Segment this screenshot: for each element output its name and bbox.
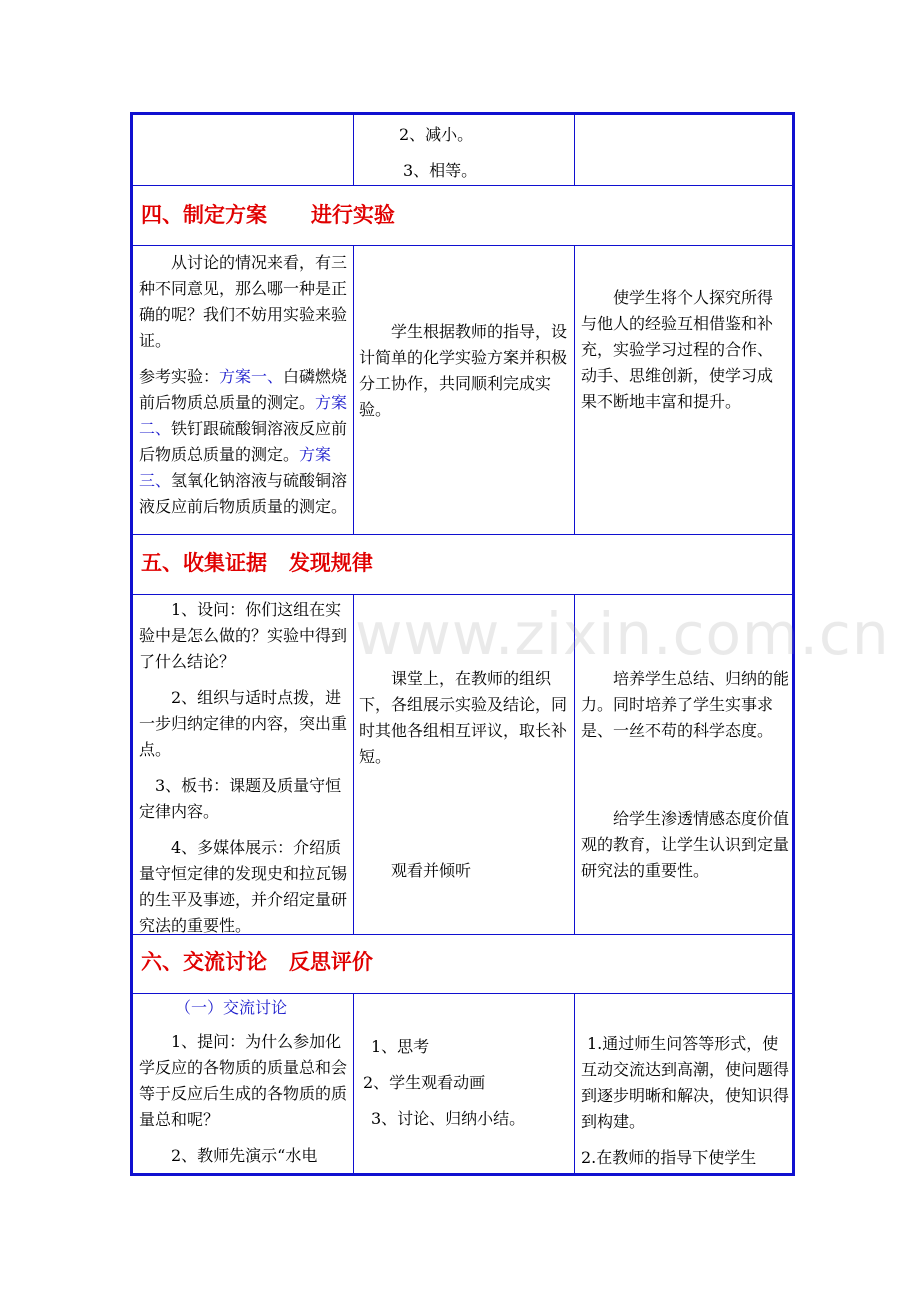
column-divider [353,245,354,534]
column-divider [574,245,575,534]
teacher-activity: 1、设问：你们这组在实验中是怎么做的？实验中得到了什么结论？ [139,600,348,671]
answer-line: 3、相等。 [403,161,478,180]
plan-text: 氢氧化钠溶液与硫酸铜溶液反应前后物质质量的测定。 [139,471,348,516]
teacher-activity: 2、教师先演示“水电 [171,1146,318,1165]
row-divider [133,185,792,186]
row-divider [133,245,792,246]
plan-label: 方案二、 [139,393,348,438]
design-intent: 培养学生总结、归纳的能力。同时培养了学生实事求是、一丝不苟的科学态度。 [581,669,790,740]
row5-col3 [581,666,791,884]
row-divider [133,934,792,935]
column-divider [574,993,575,1173]
section-heading-6: 六、交流讨论 反思评价 [141,950,373,974]
reference-lead: 参考实验： [139,367,220,386]
discussion-text: 从讨论的情况来看，有三种不同意见，那么哪一种是正确的呢？我们不妨用实验来验证。 [139,253,348,350]
reference-experiments [139,364,349,520]
design-intent: 1.通过师生问答等形式，使互动交流达到高潮，使问题得到逐步明晰和解决，使知识得到构建。 [581,1034,790,1131]
row5-col2 [359,666,569,884]
row6-col2 [359,1029,569,1137]
row0-col2 [391,117,571,189]
subheading: （一）交流讨论 [175,998,288,1017]
row6-col3 [581,1031,791,1171]
column-divider [574,115,575,185]
column-divider [353,993,354,1173]
section-heading-4: 四、制定方案 进行实验 [141,203,395,227]
student-activity: 观看并倾听 [391,861,472,880]
row5-col1 [139,597,351,939]
row4-col2 [359,319,569,423]
plan-label: 方案一、 [219,367,284,386]
section-heading-5: 五、收集证据 发现规律 [141,551,373,575]
student-activity: 1、思考 [371,1037,430,1056]
answer-line: 2、减小。 [399,125,474,144]
teacher-activity: 2、组织与适时点拨，进一步归纳定律的内容，突出重点。 [139,688,348,759]
student-activity: 3、讨论、归纳小结。 [371,1109,526,1128]
design-intent: 给学生渗透情感态度价值观的教育，让学生认识到定量研究法的重要性。 [581,809,790,880]
column-divider [353,594,354,934]
student-activity: 课堂上，在教师的组织下，各组展示实验及结论，同时其他各组相互评议，取长补短。 [359,669,568,766]
teacher-activity: 4、多媒体展示：介绍质量守恒定律的发现史和拉瓦锡的生平及事迹，并介绍定量研究法的重要性。 [139,838,348,935]
design-intent: 使学生将个人探究所得与他人的经验互相借鉴和补充，实验学习过程的合作、动手、思维创新，使学习成果不断地丰富和提升。 [581,288,774,411]
watermark: www.zixin.com.cn [355,600,890,668]
plan-text: 铁钉跟硫酸铜溶液反应前后物质总质量的测定。 [139,419,348,464]
student-activity: 学生根据教师的指导，设计简单的化学实验方案并积极分工协作，共同顺利完成实验。 [359,322,568,419]
row-divider [133,534,792,535]
row-divider [133,594,792,595]
plan-label: 方案三、 [139,445,332,490]
row4-col3 [581,285,787,415]
teacher-activity: 1、提问：为什么参加化学反应的各物质的质量总和会等于反应后生成的各物质的质量总和呢？ [139,1032,348,1129]
plan-text: 白磷燃烧前后物质总质量的测定。 [139,367,348,412]
row6-col1 [139,995,349,1169]
row-divider [133,993,792,994]
design-intent: 2.在教师的指导下使学生 [581,1148,757,1167]
teacher-activity: 3、板书：课题及质量守恒定律内容。 [139,776,342,821]
row4-col1 [139,250,349,520]
column-divider [353,115,354,185]
student-activity: 2、学生观看动画 [363,1073,486,1092]
